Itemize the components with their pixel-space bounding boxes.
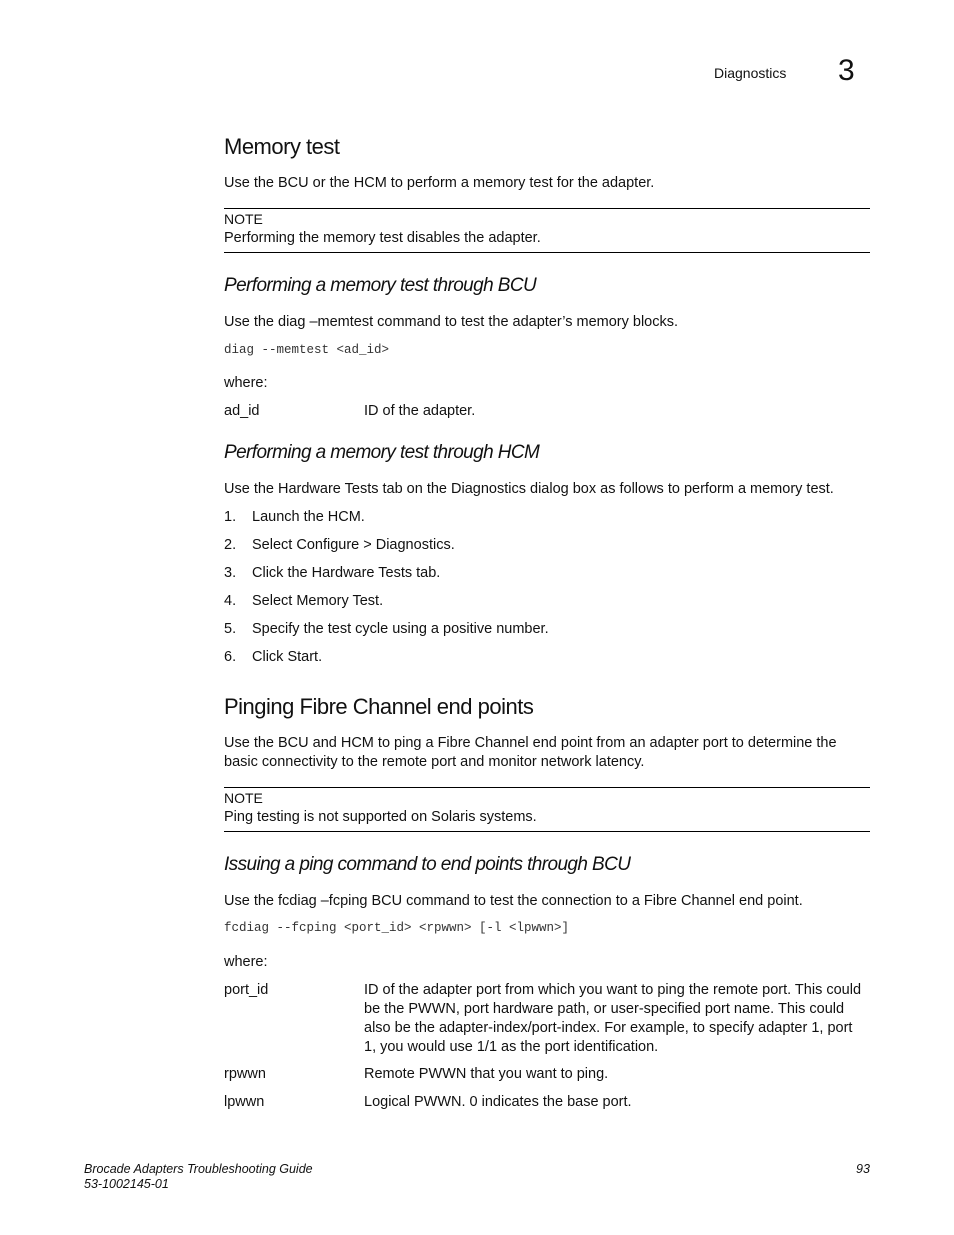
- bcu-ping-paragraph: Use the fcdiag –fcping BCU command to test the connection to a Fibre Channel end point.: [224, 893, 803, 909]
- chapter-number: 3: [838, 54, 855, 87]
- subsection-title-bcu-ping: Issuing a ping command to end points through BCU: [224, 854, 631, 875]
- param-name: port_id: [224, 982, 269, 998]
- note-bottom-rule: [224, 831, 870, 832]
- where-label: where:: [224, 375, 268, 391]
- where-label: where:: [224, 954, 268, 970]
- note-top-rule: [224, 208, 870, 209]
- note-text: Ping testing is not supported on Solaris systems.: [224, 809, 537, 825]
- subsection-title-bcu-memtest: Performing a memory test through BCU: [224, 275, 537, 296]
- command-name: fcdiag –fcping: [278, 893, 368, 909]
- note-text: Performing the memory test disables the adapter.: [224, 230, 541, 246]
- page-number: 93: [856, 1162, 870, 1176]
- param-name: rpwwn: [224, 1066, 266, 1082]
- param-desc: Logical PWWN. 0 indicates the base port.: [364, 1094, 632, 1110]
- bcu-memtest-paragraph: Use the diag –memtest command to test the adapter’s memory blocks.: [224, 314, 679, 330]
- code-fcping: fcdiag --fcping <port_id> <rpwwn> [-l <lpwwn>]: [224, 921, 570, 935]
- param-name: lpwwn: [224, 1094, 265, 1110]
- running-header-section: Diagnostics: [714, 65, 787, 81]
- ping-intro-line2: basic connectivity to the remote port and monitor network latency.: [224, 754, 645, 770]
- memory-test-intro: Use the BCU or the HCM to perform a memory test for the adapter.: [224, 175, 655, 191]
- subsection-title-hcm-memtest: Performing a memory test through HCM: [224, 442, 540, 463]
- section-title-memory-test: Memory test: [224, 134, 340, 159]
- param-name: ad_id: [224, 403, 260, 419]
- step-item: 6. Click Start.: [224, 649, 323, 665]
- param-desc: Remote PWWN that you want to ping.: [364, 1066, 609, 1082]
- note-label: NOTE: [224, 211, 263, 227]
- command-name: diag –memtest: [278, 314, 374, 330]
- param-desc: ID of the adapter port from which you want to ping the remote port. This could be the PWWN, port hardware path, or user-specified port name. This could also be the adapter-index/port-index. For example, to specify adapter 1, port 1, you would use 1/1 as the port identification.: [364, 982, 862, 1055]
- param-desc: ID of the adapter.: [364, 403, 476, 419]
- ping-intro-line1: Use the BCU and HCM to ping a Fibre Channel end point from an adapter port to determine the: [224, 735, 837, 751]
- code-memtest: diag --memtest <ad_id>: [224, 343, 390, 357]
- step-item: 2. Select Configure > Diagnostics.: [224, 537, 455, 553]
- note-bottom-rule: [224, 252, 870, 253]
- step-item: 1. Launch the HCM.: [224, 509, 365, 525]
- note-label: NOTE: [224, 790, 263, 806]
- note-top-rule: [224, 787, 870, 788]
- hcm-memtest-paragraph: Use the Hardware Tests tab on the Diagnostics dialog box as follows to perform a memory test.: [224, 481, 834, 497]
- step-item: 5. Specify the test cycle using a positive number.: [224, 621, 549, 637]
- step-item: 4. Select Memory Test.: [224, 593, 384, 609]
- step-item: 3. Click the Hardware Tests tab.: [224, 565, 441, 581]
- section-title-pinging: Pinging Fibre Channel end points: [224, 694, 534, 719]
- footer-doc-number: 53-1002145-01: [84, 1177, 169, 1191]
- footer-title: Brocade Adapters Troubleshooting Guide: [84, 1162, 313, 1176]
